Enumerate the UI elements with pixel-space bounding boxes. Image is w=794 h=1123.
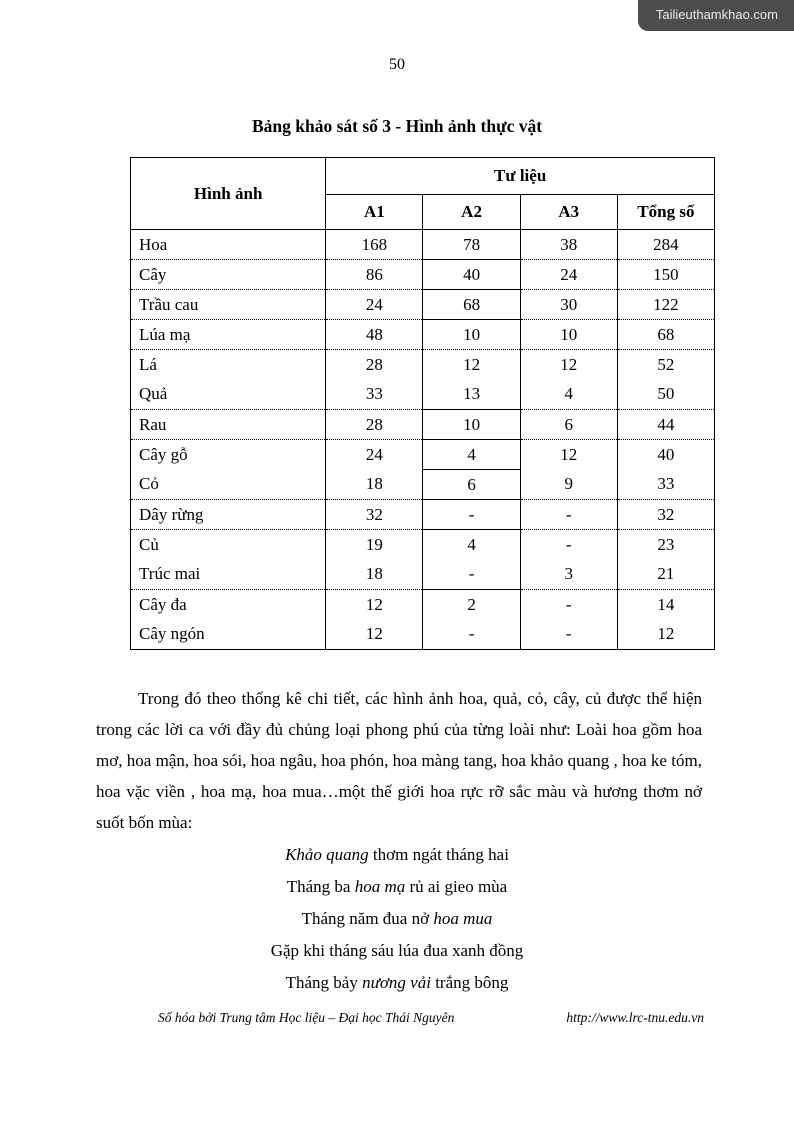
- cell-value: 68: [423, 290, 520, 320]
- cell-value: 32: [326, 500, 423, 530]
- row-label: Cây đa: [131, 590, 326, 620]
- cell-value: 10: [423, 410, 520, 440]
- table-row: [131, 290, 715, 320]
- header-group-tu-lieu: Tư liệu: [326, 158, 715, 195]
- cell-value: 50: [617, 380, 714, 410]
- cell-value: 10: [520, 320, 617, 350]
- cell-value: -: [520, 530, 617, 560]
- cell-value: 40: [423, 260, 520, 290]
- cell-value: 38: [520, 230, 617, 260]
- table-body: [131, 230, 715, 650]
- verse-text: thơm ngát tháng hai: [368, 845, 509, 864]
- row-label: Cây: [131, 260, 326, 290]
- cell-value: 40: [617, 440, 714, 470]
- verse-text: Gặp khi tháng sáu lúa đua xanh đồng: [270, 941, 524, 960]
- cell-value: 33: [326, 380, 423, 410]
- table-row: [131, 620, 715, 650]
- cell-value: 284: [617, 230, 714, 260]
- footer-url: http://www.lrc-tnu.edu.vn: [566, 1010, 704, 1025]
- cell-value: -: [520, 500, 617, 530]
- verse-line: [0, 903, 794, 935]
- cell-value: 168: [326, 230, 423, 260]
- table-title: Bảng khảo sát số 3 - Hình ảnh thực vật: [251, 116, 543, 136]
- cell-value: 12: [326, 590, 423, 620]
- row-label: Cây gỗ: [131, 440, 326, 470]
- verses: [0, 839, 794, 999]
- verse-line: [0, 967, 794, 999]
- cell-value: 24: [520, 260, 617, 290]
- cell-value: 33: [617, 470, 714, 500]
- verse-emphasis: hoa mua: [433, 909, 493, 928]
- cell-value: 12: [326, 620, 423, 650]
- cell-value: 14: [617, 590, 714, 620]
- cell-value: 122: [617, 290, 714, 320]
- cell-value: 48: [326, 320, 423, 350]
- cell-value: 28: [326, 410, 423, 440]
- table-row: [131, 470, 715, 500]
- cell-value: 78: [423, 230, 520, 260]
- cell-value: 10: [423, 320, 520, 350]
- body-paragraph: Trong đó theo thống kê chi tiết, các hình ảnh hoa, quả, cỏ, cây, củ được thể hiện trong các lời ca với đầy đủ chủng loại phong phú của từng loài như: Loài hoa gồm hoa mơ, hoa mận, hoa sói, hoa ngâu, hoa phón, hoa màng tang, hoa khảo quang , hoa ke tóm, hoa vặc viền , hoa mạ, hoa mua…một thế giới hoa rực rỡ sắc màu và hương thơm nở suốt bốn mùa:: [96, 689, 702, 832]
- row-label: Củ: [131, 530, 326, 560]
- cell-value: 86: [326, 260, 423, 290]
- verse-text: rủ ai gieo mùa: [405, 877, 508, 896]
- row-label: Hoa: [131, 230, 326, 260]
- verse-line: [0, 871, 794, 903]
- table-row: [131, 410, 715, 440]
- cell-value: 18: [326, 470, 423, 500]
- cell-value: 52: [617, 350, 714, 380]
- row-label: Quả: [131, 380, 326, 410]
- header-col-total: Tổng số: [617, 195, 714, 230]
- cell-value: 12: [520, 440, 617, 470]
- cell-value: 6: [520, 410, 617, 440]
- cell-value: 23: [617, 530, 714, 560]
- cell-value: 6: [423, 470, 520, 500]
- cell-value: 28: [326, 350, 423, 380]
- cell-value: 12: [520, 350, 617, 380]
- cell-value: -: [423, 620, 520, 650]
- cell-value: -: [423, 560, 520, 590]
- row-label: Lúa mạ: [131, 320, 326, 350]
- cell-value: 4: [520, 380, 617, 410]
- cell-value: 150: [617, 260, 714, 290]
- cell-value: -: [423, 500, 520, 530]
- header-col-a1: A1: [326, 195, 423, 230]
- row-label: Rau: [131, 410, 326, 440]
- cell-value: 9: [520, 470, 617, 500]
- verse-text: Tháng bảy: [285, 973, 363, 992]
- cell-value: 18: [326, 560, 423, 590]
- table-row: [131, 230, 715, 260]
- row-label: Dây rừng: [131, 500, 326, 530]
- header-col-a2: A2: [423, 195, 520, 230]
- verse-text: Tháng ba: [286, 877, 355, 896]
- cell-value: 19: [326, 530, 423, 560]
- table-row: [131, 380, 715, 410]
- cell-value: 2: [423, 590, 520, 620]
- verse-emphasis: nương vải: [362, 973, 431, 992]
- cell-value: 4: [423, 440, 520, 470]
- table-row: [131, 560, 715, 590]
- page-number: 50: [389, 56, 405, 73]
- cell-value: 3: [520, 560, 617, 590]
- row-label: Lá: [131, 350, 326, 380]
- header-col-a3: A3: [520, 195, 617, 230]
- survey-table: [130, 157, 715, 650]
- cell-value: 21: [617, 560, 714, 590]
- table-row: [131, 500, 715, 530]
- table-row: [131, 440, 715, 470]
- row-label: Cây ngón: [131, 620, 326, 650]
- verse-text: Tháng năm đua nở: [301, 909, 434, 928]
- table-row: [131, 350, 715, 380]
- table-row: [131, 590, 715, 620]
- verse-line: [0, 935, 794, 967]
- row-label: Cỏ: [131, 470, 326, 500]
- cell-value: 32: [617, 500, 714, 530]
- table-row: [131, 260, 715, 290]
- cell-value: 12: [617, 620, 714, 650]
- cell-value: -: [520, 620, 617, 650]
- header-image-column: Hình ảnh: [131, 158, 326, 230]
- verse-text: trắng bông: [430, 973, 509, 992]
- verse-emphasis: Khảo quang: [285, 845, 369, 864]
- footer-credit: Số hóa bởi Trung tâm Học liệu – Đại học Thái Nguyên: [158, 1010, 455, 1025]
- verse-line: [0, 839, 794, 871]
- cell-value: 13: [423, 380, 520, 410]
- table-row: [131, 530, 715, 560]
- row-label: Trầu cau: [131, 290, 326, 320]
- watermark-badge: Tailieuthamkhao.com: [638, 0, 794, 31]
- cell-value: -: [520, 590, 617, 620]
- table-row: [131, 320, 715, 350]
- table-header: [131, 158, 715, 230]
- cell-value: 68: [617, 320, 714, 350]
- cell-value: 44: [617, 410, 714, 440]
- verse-emphasis: hoa mạ: [354, 877, 406, 896]
- row-label: Trúc mai: [131, 560, 326, 590]
- cell-value: 24: [326, 290, 423, 320]
- cell-value: 30: [520, 290, 617, 320]
- cell-value: 24: [326, 440, 423, 470]
- page-footer: [158, 1010, 704, 1026]
- cell-value: 12: [423, 350, 520, 380]
- cell-value: 4: [423, 530, 520, 560]
